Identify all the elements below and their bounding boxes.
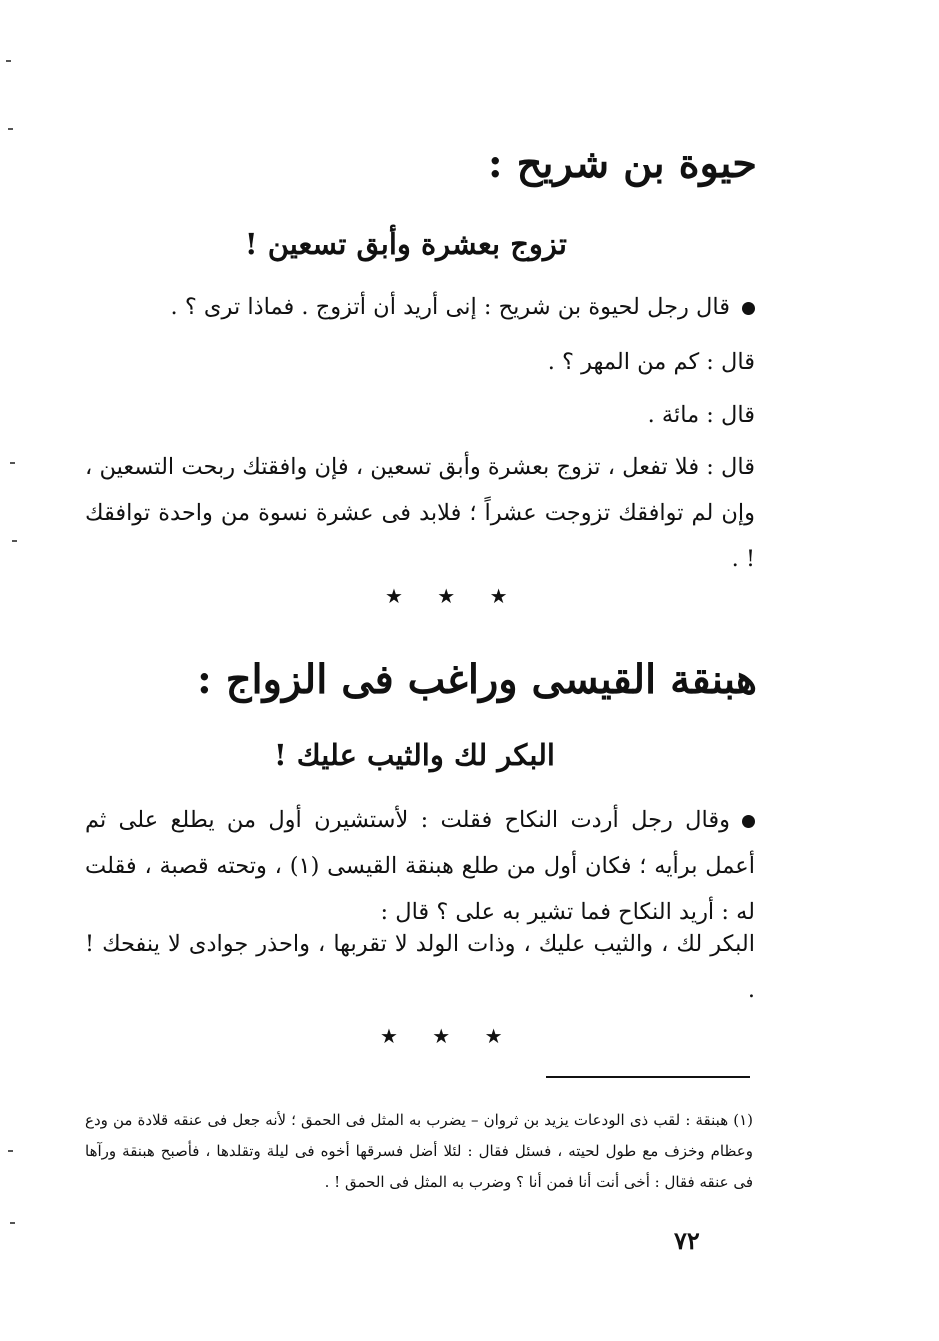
footnote-rule <box>546 1076 750 1078</box>
paragraph: قال : مائة . <box>647 402 755 428</box>
scan-mark <box>10 462 15 464</box>
paragraph: البكر لك ، والثيب عليك ، وذات الولد لا تقربها ، واحذر جوادى لا ينفحك ! . <box>85 931 755 1003</box>
paragraph-text: قال رجل لحيوة بن شريح : إنى أريد أن أتزوج . فماذا ترى ؟ . <box>170 294 730 320</box>
scan-mark <box>10 1222 15 1224</box>
bullet-icon <box>742 815 755 828</box>
section-title-2: هبنقة القيسى وراغب فى الزواج : <box>197 656 757 703</box>
separator-stars: ★ ★ ★ <box>385 584 522 608</box>
paragraph <box>85 797 755 935</box>
scan-mark <box>12 540 17 542</box>
scan-mark <box>6 60 11 62</box>
section-subtitle-2: البكر لك والثيب عليك ! <box>273 738 555 772</box>
paragraph-text: وقال رجل أردت النكاح فقلت : لأستشيرن أول من يطلع على ثم أعمل برأيه ؛ فكان أول من طلع هبنقة القيسى (١) ، وتحته قصبة ، فقلت له : أريد النكاح فما تشير به على ؟ قال : <box>85 807 755 925</box>
paragraph: قال : فلا تفعل ، تزوج بعشرة وأبق تسعين ، فإن وافقتك ربحت التسعين ، وإن لم توافقك تزوجت عشراً ؛ فلابد فى عشرة نسوة من واحدة توافقك ! . <box>85 454 755 572</box>
section-subtitle-1: تزوج بعشرة وأبق تسعين ! <box>244 227 567 261</box>
separator-stars: ★ ★ ★ <box>380 1024 517 1048</box>
bullet-icon <box>742 302 755 315</box>
footnote: (١) هبنقة : لقب ذى الودعات يزيد بن ثروان – يضرب به المثل فى الحمق ؛ لأنه جعل فى عنقه قلادة من ودع وعظام وخزف مع طول لحيته ، فسئل فقال : لئلا أضل فسرقها أخوه فى ليلة وتقلدها ، فأصبح هبنقة ورآها فى عنقه فقال : أخى أنت أنا فمن أنا ؟ وضرب به المثل فى الحمق ! . <box>85 1111 753 1191</box>
paragraph <box>85 284 755 330</box>
section-title-1: حيوة بن شريح : <box>487 140 757 187</box>
scan-mark <box>8 1150 13 1152</box>
paragraph: قال : كم من المهر ؟ . <box>547 349 755 375</box>
page-number: ٧٢ <box>674 1226 700 1255</box>
scan-mark <box>8 128 13 130</box>
